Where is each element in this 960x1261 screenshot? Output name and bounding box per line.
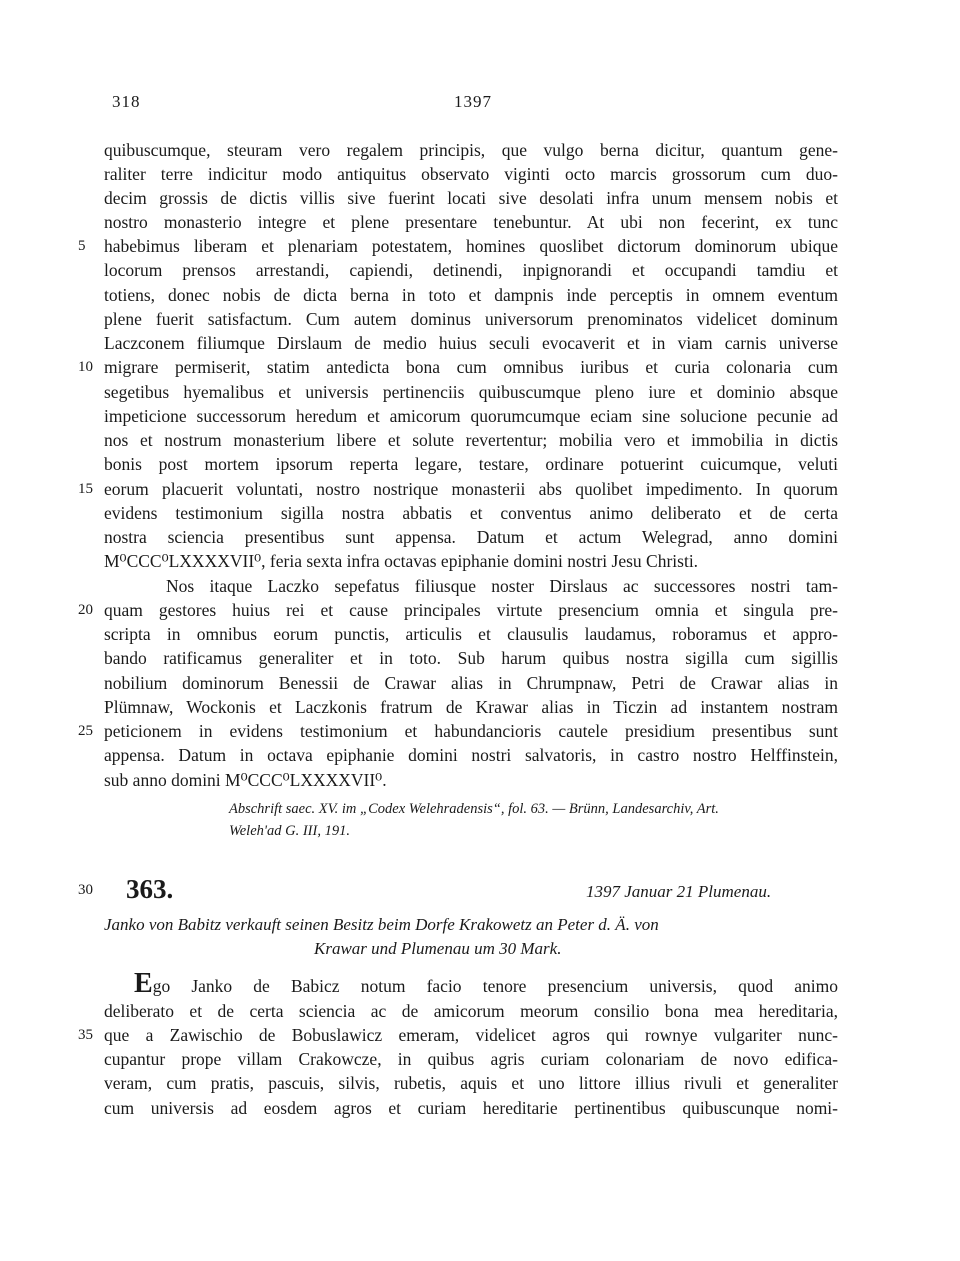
line-number: 15 — [78, 481, 93, 497]
text-line: quibuscumque, steuram vero regalem principis, que vulgo berna dicitur, quantum gene- — [104, 140, 838, 160]
text-line: habebimus liberam et plenariam potestatem, homines quoslibet dictorum dominorum ubique — [104, 236, 838, 256]
text-line: cum universis ad eosdem agros et curiam hereditarie pertinentibus quibuscunque nomi- — [104, 1098, 838, 1118]
source-note: Weleh'ad G. III, 191. — [229, 823, 350, 839]
document-date-place: 1397 Januar 21 Plumenau. — [586, 882, 772, 901]
text-line: eorum placuerit voluntati, nostro nostrique monasterii abs quolibet impedimento. In quorum — [104, 479, 838, 499]
first-line-text: go Janko de Babicz notum facio tenore presencium universis, quod animo — [152, 976, 838, 996]
text-line: segetibus hyemalibus et universis pertinenciis quibuscumque pleno iure et dominio absque — [104, 382, 838, 402]
text-line: M⁰CCC⁰LXXXXVII⁰, feria sexta infra octavas epiphanie domini nostri Jesu Christi. — [104, 551, 699, 571]
text-line: cupantur prope villam Crakowcze, in quibus agris curiam colonariam de novo edifica- — [104, 1049, 838, 1069]
text-line: bonis post mortem ipsorum reperta legare, testare, ordinare potuerint cuicumque, veluti — [104, 454, 838, 474]
page-number: 318 — [112, 92, 141, 111]
text-line: Laczconem filiumque Dirslaum de medio huius seculi evocaverit et in viam carnis universe — [104, 333, 838, 353]
line-number: 35 — [78, 1027, 93, 1043]
text-line: impeticione successorum heredum et amicorum quorumcumque eciam sine solucione pecunie ad — [104, 406, 838, 426]
text-line: plene fuerit satisfactum. Cum autem dominus universorum prenominatos videlicet dominum — [104, 309, 838, 329]
text-line: nos et nostrum monasterium libere et solute revertentur; mobilia vero et immobilia in dictis — [104, 430, 838, 450]
text-line: nostro monasterio integre et plene presentare tenebuntur. At ubi non fecerint, ex tunc — [104, 212, 838, 232]
line-number: 10 — [78, 359, 93, 375]
text-line: decim grossis de dictis villis sive fuerint locati sive desolati infra unum mensem nobis et — [104, 188, 838, 208]
text-line: nobilium dominorum Benessii de Crawar alias in Chrumpnaw, Petri de Crawar alias in — [104, 673, 838, 693]
line-number: 25 — [78, 723, 93, 739]
text-line: bando ratificamus generaliter et in toto. Sub harum quibus nostra sigilla cum sigillis — [104, 648, 838, 668]
document-number: 363. — [126, 874, 174, 904]
running-head-year: 1397 — [454, 92, 492, 111]
line-number: 20 — [78, 602, 93, 618]
text-line: locorum prensos arrestandi, capiendi, detinendi, inpignorandi et occupandi tamdiu et — [104, 260, 838, 280]
initial-letter: E — [134, 968, 153, 999]
text-line: Plümnaw, Wockonis et Laczkonis fratrum de Krawar alias in Ticzin ad instantem nostram — [104, 697, 838, 717]
text-line: que a Zawischio de Bobuslawicz emeram, videlicet agros qui rownye vulgariter nunc- — [104, 1025, 838, 1045]
text-line: deliberato et de certa sciencia ac de amicorum meorum consilio bona mea hereditaria, — [104, 1001, 838, 1021]
text-line: totiens, donec nobis de dicta berna in toto et dampnis inde perceptis in omnem eventum — [104, 285, 838, 305]
text-line: sub anno domini M⁰CCC⁰LXXXXVII⁰. — [104, 770, 387, 790]
text-line: raliter terre indicitur modo antiquitus observato viginti octo marcis grossorum cum duo- — [104, 164, 838, 184]
text-line: nostra sciencia presentibus sunt appensa. Datum et actum Welegrad, anno domini — [104, 527, 838, 547]
text-line: peticionem in evidens testimonium et habundancioris cautele presidium presentibus sunt — [104, 721, 838, 741]
text-line-indented: Nos itaque Laczko sepefatus filiusque noster Dirslaus ac successores nostri tam- — [166, 576, 838, 596]
line-number: 30 — [78, 882, 93, 898]
text-line: veram, cum pratis, pascuis, silvis, rubetis, aquis et uno littore illius rivuli et generaliter — [104, 1073, 838, 1093]
text-line: quam gestores huius rei et cause principales virtute presencium omnia et singula pre- — [104, 600, 838, 620]
source-note: Abschrift saec. XV. im „Codex Welehradensis“, fol. 63. — Brünn, Landesarchiv, Art. — [229, 801, 719, 817]
text-line: migrare permiserit, statim antedicta bona cum omnibus iuribus et curia colonaria cum — [104, 357, 838, 377]
line-number: 5 — [78, 238, 86, 254]
text-line: scripta in omnibus eorum punctis, articulis et clausulis laudamus, roboramus et appro- — [104, 624, 838, 644]
regest-line: Janko von Babitz verkauft seinen Besitz beim Dorfe Krakowetz an Peter d. Ä. von — [104, 915, 659, 934]
text-line: evidens testimonium sigilla nostra abbatis et conventus animo deliberato et de certa — [104, 503, 838, 523]
text-line: appensa. Datum in octava epiphanie domini nostri salvatoris, in castro nostro Helffinstein, — [104, 745, 838, 765]
text-line-initial — [134, 968, 838, 999]
regest-line: Krawar und Plumenau um 30 Mark. — [314, 939, 562, 958]
